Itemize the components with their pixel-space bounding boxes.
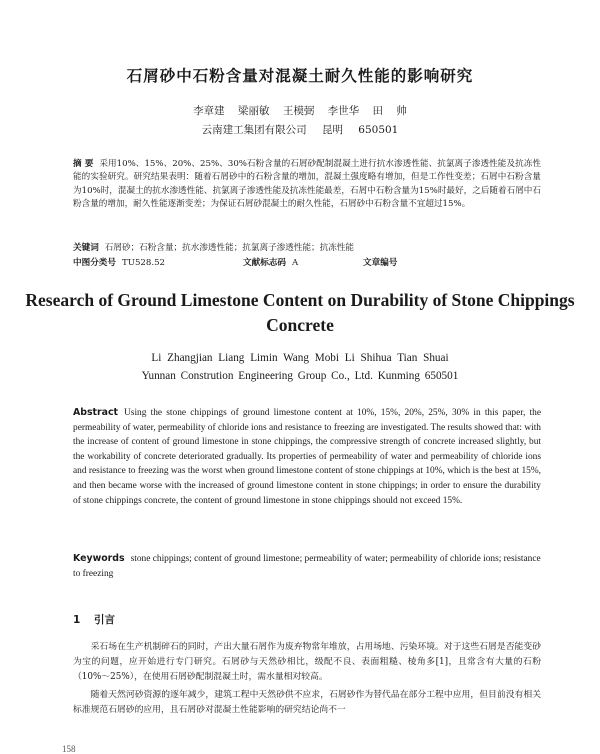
abstract-en-label: Abstract (73, 407, 119, 418)
abstract-en-text: Using the stone chippings of ground limestone content at 10%, 15%, 20%, 25%, 30% in this paper, the permeability of water, permeability of chloride ions and resistance to freezing are investigated. The results showed that: with the increase of content of ground limestone in stone chippings, the compressive strength of concrete increased slightly, but the workability of concrete deteriorated gradually. Its properties of permeability of water and permeability of chloride ions and resistance to freezing was the worst when ground limestone content of stone chippings at 10%, which is the best at 15%, and then became worse with the increased of ground limestone content in stone chippings; in order to ensure the durability of stone chippings concrete, the content of ground limestone in stone chippings should not exceed 15%. (73, 408, 541, 506)
body-text (73, 640, 541, 718)
keywords-cn-text: 石屑砂；石粉含量；抗水渗透性能；抗氯离子渗透性能；抗冻性能 (104, 243, 355, 253)
paper-title-en: Research of Ground Limestone Content on Durability of Stone Chippings Concrete (25, 290, 575, 335)
authors-cn: 李章建 梁丽敏 王模弼 李世华 田 帅 (193, 105, 407, 117)
abstract-en (73, 406, 541, 508)
article-number-label: 文章编号 (363, 258, 398, 268)
doc-code-label: 文献标志码 (243, 258, 286, 268)
classification-cn (73, 256, 541, 268)
affiliation-en: Yunnan Constrution Engineering Group Co., Ltd. Kunming 650501 (141, 370, 459, 382)
clc-block (73, 256, 243, 268)
clc-label: 中图分类号 (73, 258, 116, 268)
section-heading: 1 引言 (73, 614, 115, 626)
keywords-cn (73, 241, 541, 253)
doc-code-value: A (291, 258, 299, 268)
article-number-block (363, 256, 403, 268)
affiliation-cn: 云南建工集团有限公司 昆明 650501 (201, 124, 399, 136)
authors-en: Li Zhangjian Liang Limin Wang Mobi Li Shihua Tian Shuai (151, 352, 449, 364)
keywords-en-text: stone chippings; content of ground limestone; permeability of water; permeability of chloride ions; resistance to freezing (73, 554, 541, 579)
body-paragraph: 随着天然河砂资源的逐年减少，建筑工程中天然砂供不应求，石屑砂作为替代品在部分工程中应用，但目前没有相关标准规范石屑砂的应用，且石屑砂对混凝土性能影响的研究结论尚不一 (73, 689, 541, 715)
keywords-en-label: Keywords (73, 553, 125, 564)
paper-title-cn: 石屑砂中石粉含量对混凝土耐久性能的影响研究 (126, 67, 474, 85)
page-number: 158 (62, 744, 76, 754)
keywords-en (73, 552, 541, 581)
doc-code-block (243, 256, 363, 268)
body-paragraph: 采石场在生产机制碎石的同时，产出大量石屑作为废弃物常年堆放，占用场地、污染环境。对于这些石屑是否能变砂为宝的问题，应开始进行专门研究。石屑砂与天然砂相比，级配不良、表面粗糙、棱角多[1]，且常含有大量的石粉（10%～25%），在使用石屑砂配制混凝土时，需水量相对较高。 (73, 642, 541, 683)
abstract-cn (73, 158, 541, 212)
abstract-cn-text: 采用10%、15%、20%、25%、30%石粉含量的石屑砂配制混凝土进行抗水渗透性能、抗氯离子渗透性能及抗冻性能的实验研究。研究结果表明：随着石屑砂中的石粉含量的增加，混凝土强度略有增加，但是工作性变差；石屑中石粉含量为10%时，混凝土的抗水渗透性能、抗氯离子渗透性能及抗冻性能最差，石屑中石粉含量为15%时最好，之后随着石屑中石粉含量的增加，耐久性能逐渐变差；为保证石屑砂混凝土的耐久性能，石屑砂中石粉含量不宜超过15%。 (73, 159, 541, 210)
keywords-cn-label: 关键词 (73, 243, 99, 253)
clc-value: TU528.52 (121, 258, 166, 268)
abstract-cn-label: 摘 要 (73, 159, 94, 169)
